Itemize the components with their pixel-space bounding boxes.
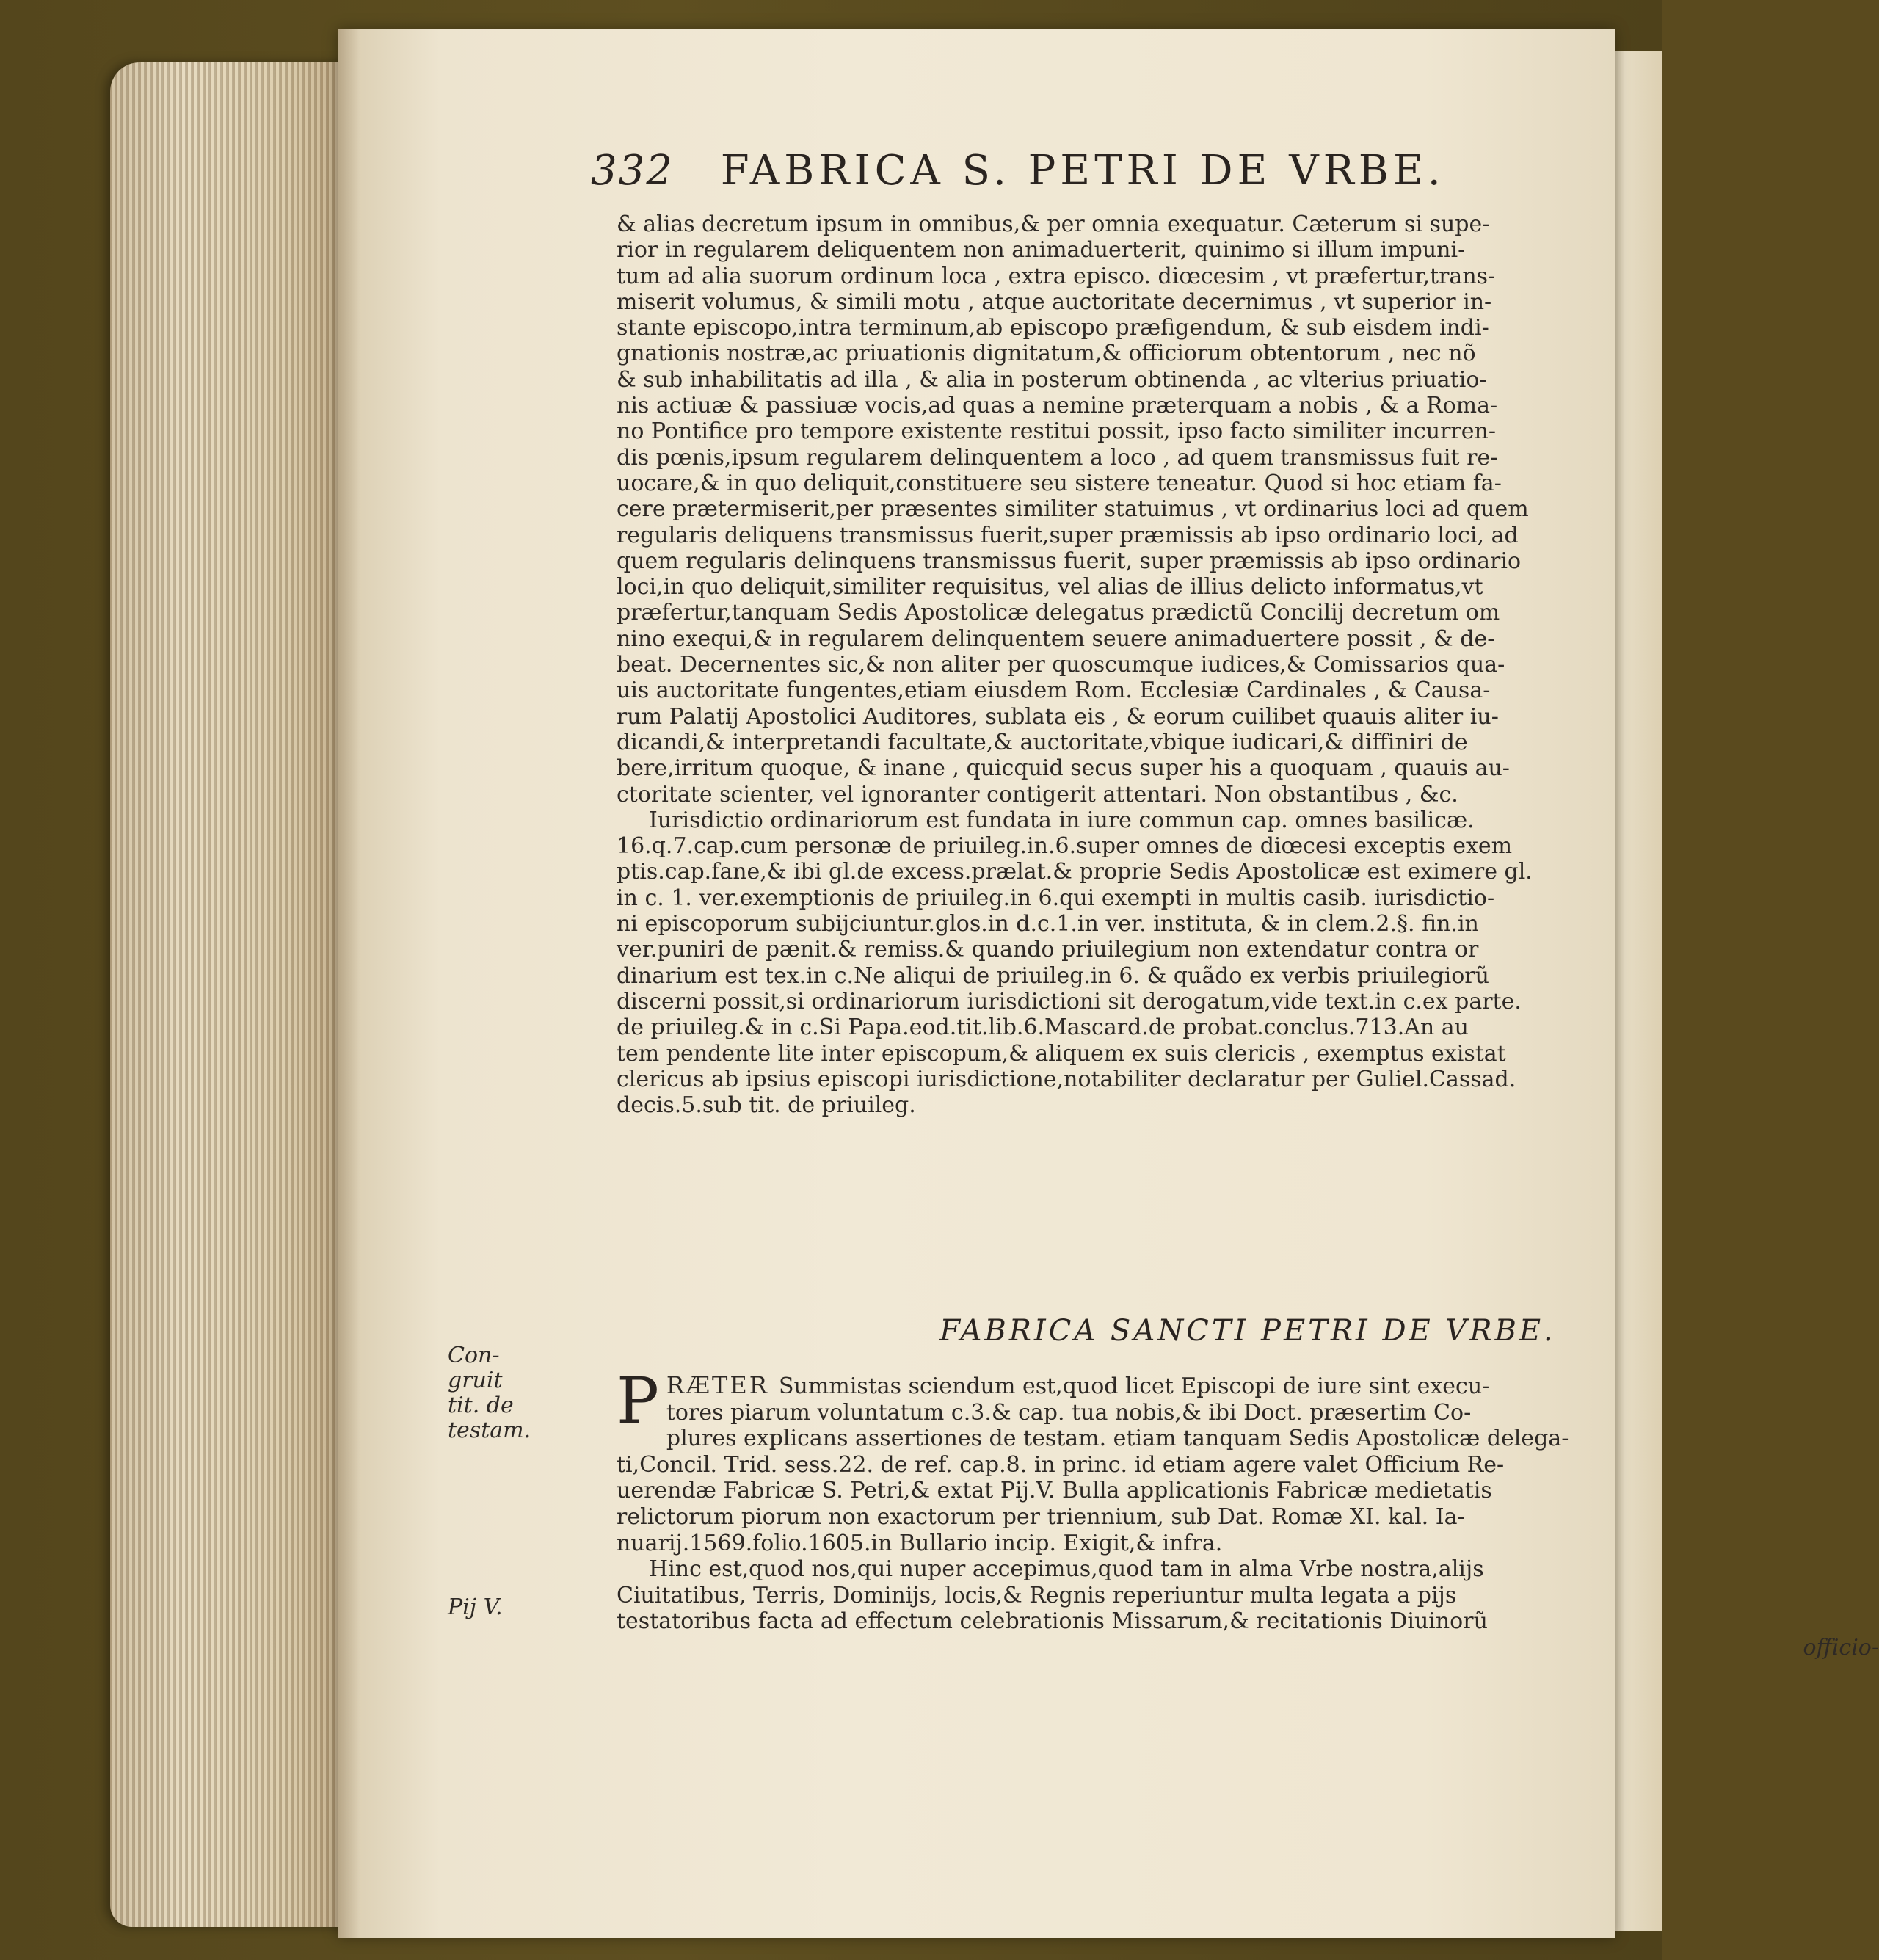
margin-note-line: gruit <box>448 1368 503 1393</box>
section-line: tores piarum voluntatum c.3.& cap. tua nobis,& ibi Doct. præsertim Co- <box>666 1399 1472 1426</box>
section-line: ti,Concil. Trid. sess.22. de ref. cap.8. in princ. id etiam agere valet Officium Re- <box>617 1451 1505 1478</box>
paragraph-1-line: miserit volumus, & simili motu , atque auctoritate decernimus , vt superior in- <box>617 288 1492 315</box>
paragraph-1-line: dicandi,& interpretandi facultate,& auctoritate,vbique iudicari,& diffiniri de <box>617 729 1468 755</box>
dropcap-word: RÆTER <box>666 1371 779 1399</box>
paragraph-1-line: nis actiuæ & passiuæ vocis,ad quas a nemine præterquam a nobis , & a Roma- <box>617 393 1498 419</box>
section-line: Ciuitatibus, Terris, Dominijs, locis,& Regnis reperiuntur multa legata a pijs <box>617 1582 1457 1608</box>
paragraph-1-line: regularis deliquens transmissus fuerit,super præmissis ab ipso ordinario loci, ad <box>617 522 1519 548</box>
paragraph-1-line: dis pœnis,ipsum regularem delinquentem a loco , ad quem transmissus fuit re- <box>617 444 1498 471</box>
drop-cap: P <box>617 1365 659 1438</box>
book-page-edges <box>110 62 352 1927</box>
paragraph-1-line: rior in regularem deliquentem non animaduerterit, quinimo si illum impuni- <box>617 237 1466 264</box>
paragraph-1-line: cere prætermiserit,per præsentes similiter statuimus , vt ordinarius loci ad quem <box>617 496 1529 523</box>
paragraph-1-line: & sub inhabilitatis ad illa , & alia in posterum obtinenda , ac vlterius priuatio- <box>617 366 1487 393</box>
paragraph-2-line: in c. 1. ver.exemptionis de priuileg.in 6.qui exempti in multis casib. iurisdictio- <box>617 885 1495 911</box>
margin-note-line: testam. <box>448 1418 531 1443</box>
section-heading: FABRICA SANCTI PETRI DE VRBE. <box>940 1314 1556 1348</box>
paragraph-1-line: uis auctoritate fungentes,etiam eiusdem Rom. Ecclesiæ Cardinales , & Causa- <box>617 678 1491 704</box>
paragraph-1-line: rum Palatij Apostolici Auditores, sublata eis , & eorum cuilibet quauis aliter iu- <box>617 703 1499 730</box>
section-line: relictorum piorum non exactorum per triennium, sub Dat. Romæ XI. kal. Ia- <box>617 1503 1465 1530</box>
book-page <box>338 29 1879 1938</box>
running-head <box>591 147 1839 206</box>
section-line: testatoribus facta ad effectum celebrationis Missarum,& recitationis Diuinorũ <box>617 1608 1488 1635</box>
paragraph-2-line: Iurisdictio ordinariorum est fundata in iure commun cap. omnes basilicæ. <box>649 807 1475 833</box>
paragraph-1-line: nino exequi,& in regularem delinquentem seuere animaduertere possit , & de- <box>617 625 1495 652</box>
paragraph-2-line: dinarium est tex.in c.Ne aliqui de priuileg.in 6. & quãdo ex verbis priuilegiorũ <box>617 962 1489 989</box>
paragraph-1-line: ctoritate scienter, vel ignoranter contigerit attentari. Non obstantibus , &c. <box>617 781 1458 807</box>
section-line: Hinc est,quod nos,qui nuper accepimus,quod tam in alma Vrbe nostra,alijs <box>649 1556 1484 1583</box>
paragraph-1-line: no Pontifice pro tempore existente restitui possit, ipso facto similiter incurren- <box>617 418 1496 445</box>
paragraph-1 <box>617 211 1879 807</box>
paragraph-1-line: præfertur,tanquam Sedis Apostolicæ delegatus prædictũ Concilij decretum om <box>617 600 1500 626</box>
section-line: RÆTER Summistas sciendum est,quod licet Episcopi de iure sint execu- <box>666 1371 1490 1399</box>
paragraph-1-line: quem regularis delinquens transmissus fuerit, super præmissis ab ipso ordinario <box>617 548 1522 574</box>
paragraph-2 <box>617 807 1879 1119</box>
paragraph-1-line: uocare,& in quo deliquit,constituere seu sistere teneatur. Quod si hoc etiam fa- <box>617 470 1502 496</box>
paragraph-2-line: clericus ab ipsius episcopi iurisdictione,notabiliter declaratur per Guliel.Cassad. <box>617 1066 1516 1092</box>
page-number: 332 <box>591 147 674 195</box>
paragraph-1-line: stante episcopo,intra terminum,ab episcopo præfigendum, & sub eisdem indi- <box>617 315 1489 341</box>
paragraph-2-line: discerni possit,si ordinariorum iurisdictioni sit derogatum,vide text.in c.ex parte. <box>617 988 1522 1015</box>
paragraph-1-line: beat. Decernentes sic,& non aliter per quoscumque iudices,& Comissarios qua- <box>617 652 1505 678</box>
margin-note-pius-v: Pij V. <box>448 1594 503 1620</box>
paragraph-1-line: bere,irritum quoque, & inane , quicquid secus super his a quoquam , quauis au- <box>617 755 1510 782</box>
page-content <box>338 29 1879 1938</box>
paragraph-2-line: decis.5.sub tit. de priuileg. <box>617 1092 916 1119</box>
paragraph-2-line: ptis.cap.fane,& ibi gl.de excess.prælat.& proprie Sedis Apostolicæ est eximere gl. <box>617 859 1533 885</box>
paragraph-2-line: ver.puniri de pænit.& remiss.& quando priuilegium non extendatur contra or <box>617 937 1479 963</box>
section-line: plures explicans assertiones de testam. etiam tanquam Sedis Apostolicæ delega- <box>666 1426 1569 1452</box>
paragraph-2-line: 16.q.7.cap.cum personæ de priuileg.in.6.super omnes de diœcesi exceptis exem <box>617 833 1513 860</box>
paragraph-1-line: gnationis nostræ,ac priuationis dignitatum,& officiorum obtentorum , nec nõ <box>617 341 1476 367</box>
margin-note-line: tit. de <box>448 1393 514 1418</box>
section-line: uerendæ Fabricæ S. Petri,& extat Pij.V. Bulla applicationis Fabricæ medietatis <box>617 1478 1492 1504</box>
margin-note-congruit <box>448 1343 558 1443</box>
paragraph-2-line: de priuileg.& in c.Si Papa.eod.tit.lib.6.Mascard.de probat.conclus.713.An au <box>617 1015 1469 1041</box>
catchword: officio- <box>1803 1634 1879 1660</box>
paragraph-2-line: ni episcoporum subijciuntur.glos.in d.c.1.in ver. instituta, & in clem.2.§. fin.in <box>617 911 1479 937</box>
paragraph-2-line: tem pendente lite inter episcopum,& aliquem ex suis clericis , exemptus existat <box>617 1040 1506 1067</box>
paragraph-1-line: & alias decretum ipsum in omnibus,& per omnia exequatur. Cæterum si supe- <box>617 211 1490 237</box>
section-text <box>617 1365 1879 1661</box>
running-title: FABRICA S. PETRI DE VRBE. <box>720 147 1445 195</box>
section-line: nuarij.1569.folio.1605.in Bullario incip. Exigit,& infra. <box>617 1530 1223 1556</box>
decree-text <box>617 211 1879 1118</box>
paragraph-1-line: tum ad alia suorum ordinum loca , extra episco. diœcesim , vt præfertur,trans- <box>617 263 1496 289</box>
margin-note-line: Con- <box>448 1343 500 1368</box>
paragraph-1-line: loci,in quo deliquit,similiter requisitus, vel alias de illius delicto informatus,vt <box>617 574 1483 600</box>
